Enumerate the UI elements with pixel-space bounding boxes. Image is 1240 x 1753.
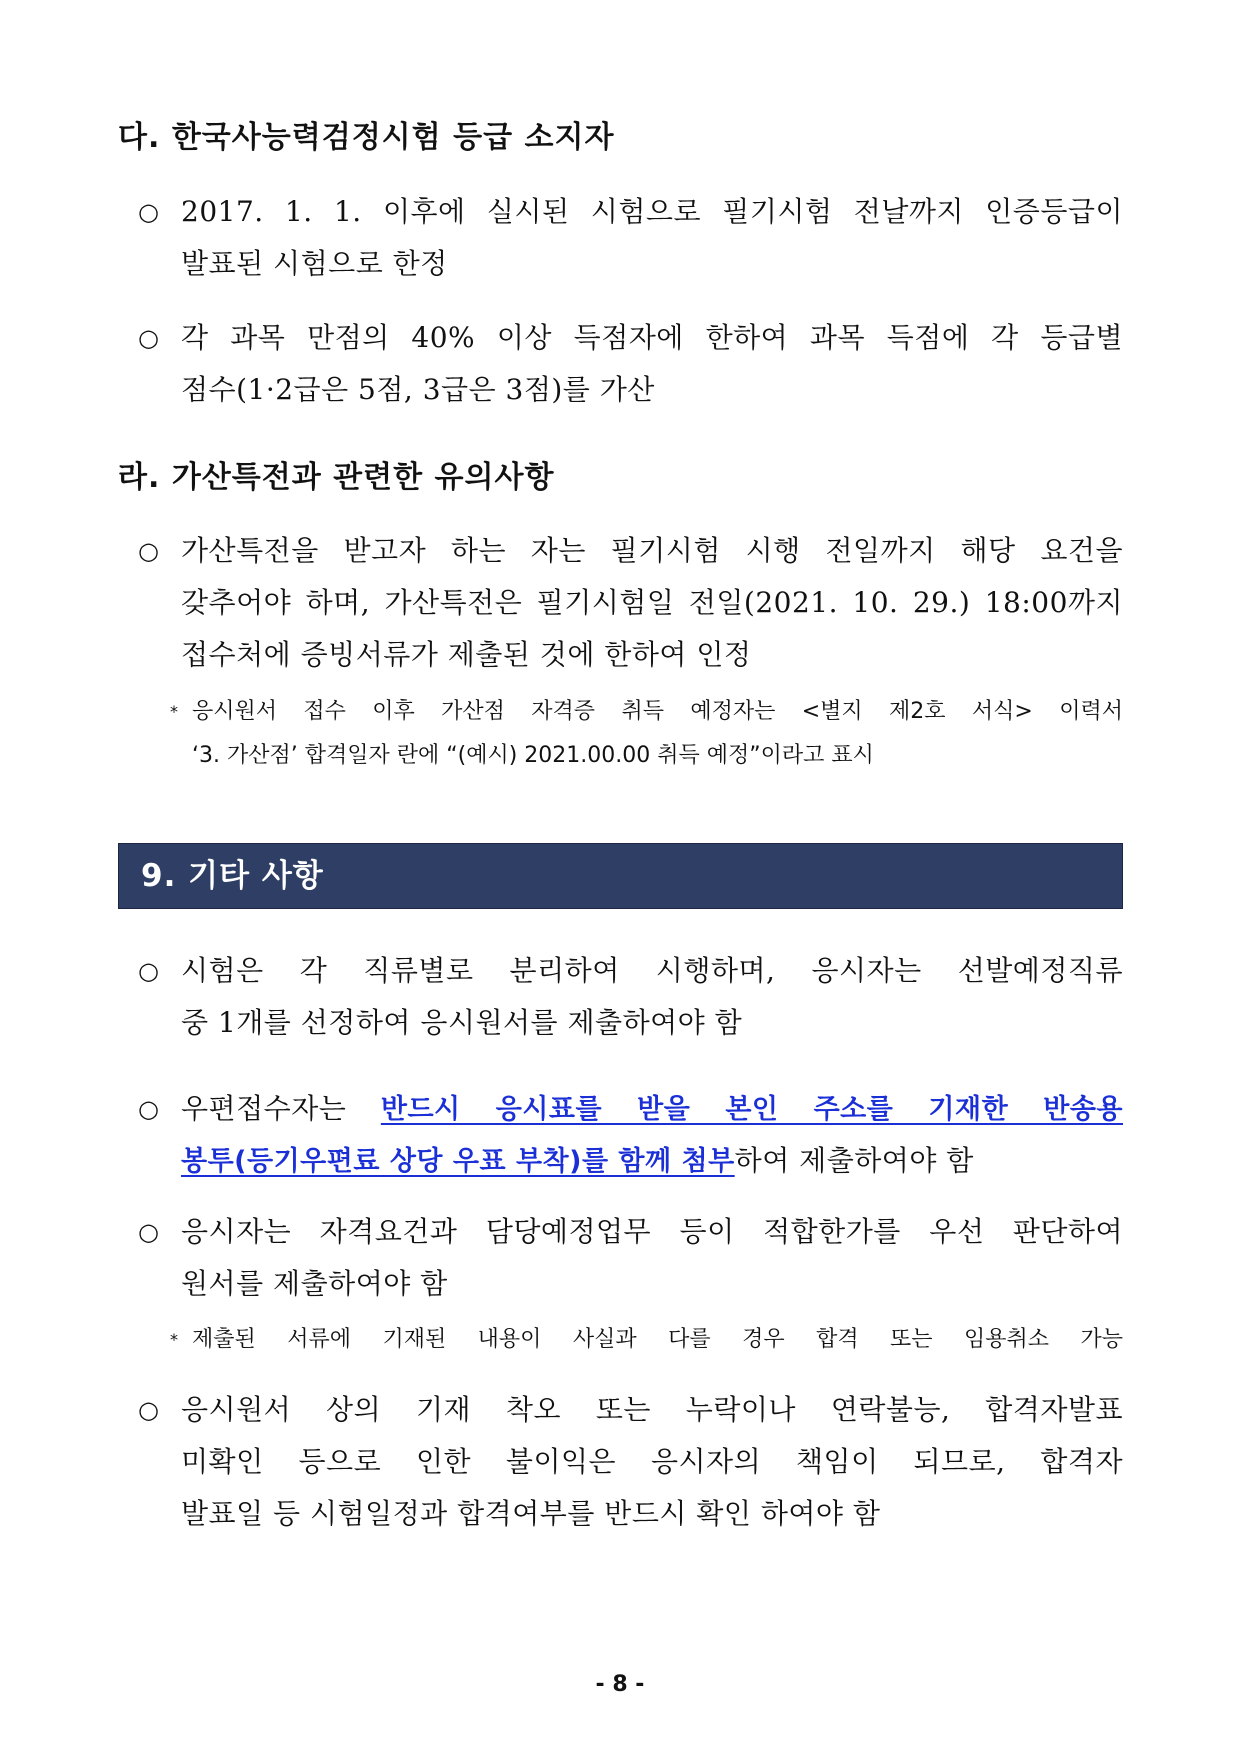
- asterisk-marker: *: [170, 1330, 178, 1349]
- footnote: [170, 1318, 1123, 1362]
- bullet-circle: ○: [138, 537, 159, 565]
- text-prefix: 우편접수자는: [181, 1092, 381, 1125]
- bullet-circle: ○: [138, 198, 159, 226]
- text-line: 원서를 제출하여야 함: [181, 1267, 448, 1300]
- list-item: [138, 1083, 1123, 1187]
- section-header-box: [118, 843, 1123, 909]
- footnote-text: 제출된 서류에 기재된 내용이 사실과 다를 경우 합격 또는 임용취소 가능: [192, 1327, 1123, 1352]
- list-item: [138, 945, 1123, 1049]
- footnote-line: [170, 1318, 1123, 1362]
- text-line: 응시자는 자격요건과 담당예정업무 등이 적합한가를 우선 판단하여: [181, 1215, 1123, 1248]
- bullet-circle: ○: [138, 1396, 159, 1424]
- asterisk-marker: *: [170, 702, 178, 721]
- list-item: [138, 186, 1123, 290]
- bullet-circle: ○: [138, 1095, 159, 1123]
- text-line: 접수처에 증빙서류가 제출된 것에 한하여 인정: [181, 638, 752, 671]
- footnote: [170, 690, 1123, 778]
- bullet-circle: ○: [138, 957, 159, 985]
- emphasis-text: 봉투(등기우편료 상당 우표 부착)를 함께 첨부: [181, 1146, 735, 1177]
- text-suffix: 하여 제출하여야 함: [734, 1144, 974, 1177]
- footnote-text: 응시원서 접수 이후 가산점 자격증 취득 예정자는 <별지 제2호 서식> 이력서: [192, 699, 1123, 724]
- text-line: 응시원서 상의 기재 착오 또는 누락이나 연락불능, 합격자발표: [181, 1393, 1123, 1426]
- text-line: 2017. 1. 1. 이후에 실시된 시험으로 필기시험 전날까지 인증등급이: [181, 195, 1123, 228]
- text-line: 발표된 시험으로 한정: [181, 247, 448, 280]
- emphasis-text: 반드시 응시표를 받을 본인 주소를 기재한 반송용: [380, 1094, 1123, 1125]
- text-line: [181, 1083, 1123, 1135]
- list-item: [138, 312, 1123, 416]
- bullet-circle: ○: [138, 324, 159, 352]
- bullet-circle: ○: [138, 1218, 159, 1246]
- section-heading-ra: 라. 가산특전과 관련한 유의사항: [118, 460, 555, 495]
- footnote-text: ‘3. 가산점’ 합격일자 란에 “(예시) 2021.00.00 취득 예정”이라고 표시: [192, 743, 874, 768]
- text-line: 시험은 각 직류별로 분리하여 시행하며, 응시자는 선발예정직류: [181, 954, 1123, 987]
- text-line: 가산특전을 받고자 하는 자는 필기시험 시행 전일까지 해당 요건을: [181, 534, 1123, 567]
- text-line: 갖추어야 하며, 가산특전은 필기시험일 전일(2021. 10. 29.) 18:00까지: [181, 586, 1123, 619]
- text-line: 미확인 등으로 인한 불이익은 응시자의 책임이 되므로, 합격자: [181, 1445, 1123, 1478]
- text-line: [181, 1135, 1166, 1187]
- section-title: 9. 기타 사항: [141, 858, 324, 894]
- page-number: - 8 -: [595, 1672, 645, 1697]
- text-line: 점수(1·2급은 5점, 3급은 3점)를 가산: [181, 373, 655, 406]
- footnote-line: [170, 690, 1123, 734]
- section-heading-da: 다. 한국사능력검정시험 등급 소지자: [118, 120, 615, 155]
- text-line: 각 과목 만점의 40% 이상 득점자에 한하여 과목 득점에 각 등급별: [181, 321, 1123, 354]
- text-line: 발표일 등 시험일정과 합격여부를 반드시 확인 하여야 함: [181, 1497, 881, 1530]
- list-item: [138, 525, 1123, 681]
- text-line: 중 1개를 선정하여 응시원서를 제출하여야 함: [181, 1006, 743, 1039]
- list-item: [138, 1206, 1123, 1310]
- list-item: [138, 1384, 1123, 1540]
